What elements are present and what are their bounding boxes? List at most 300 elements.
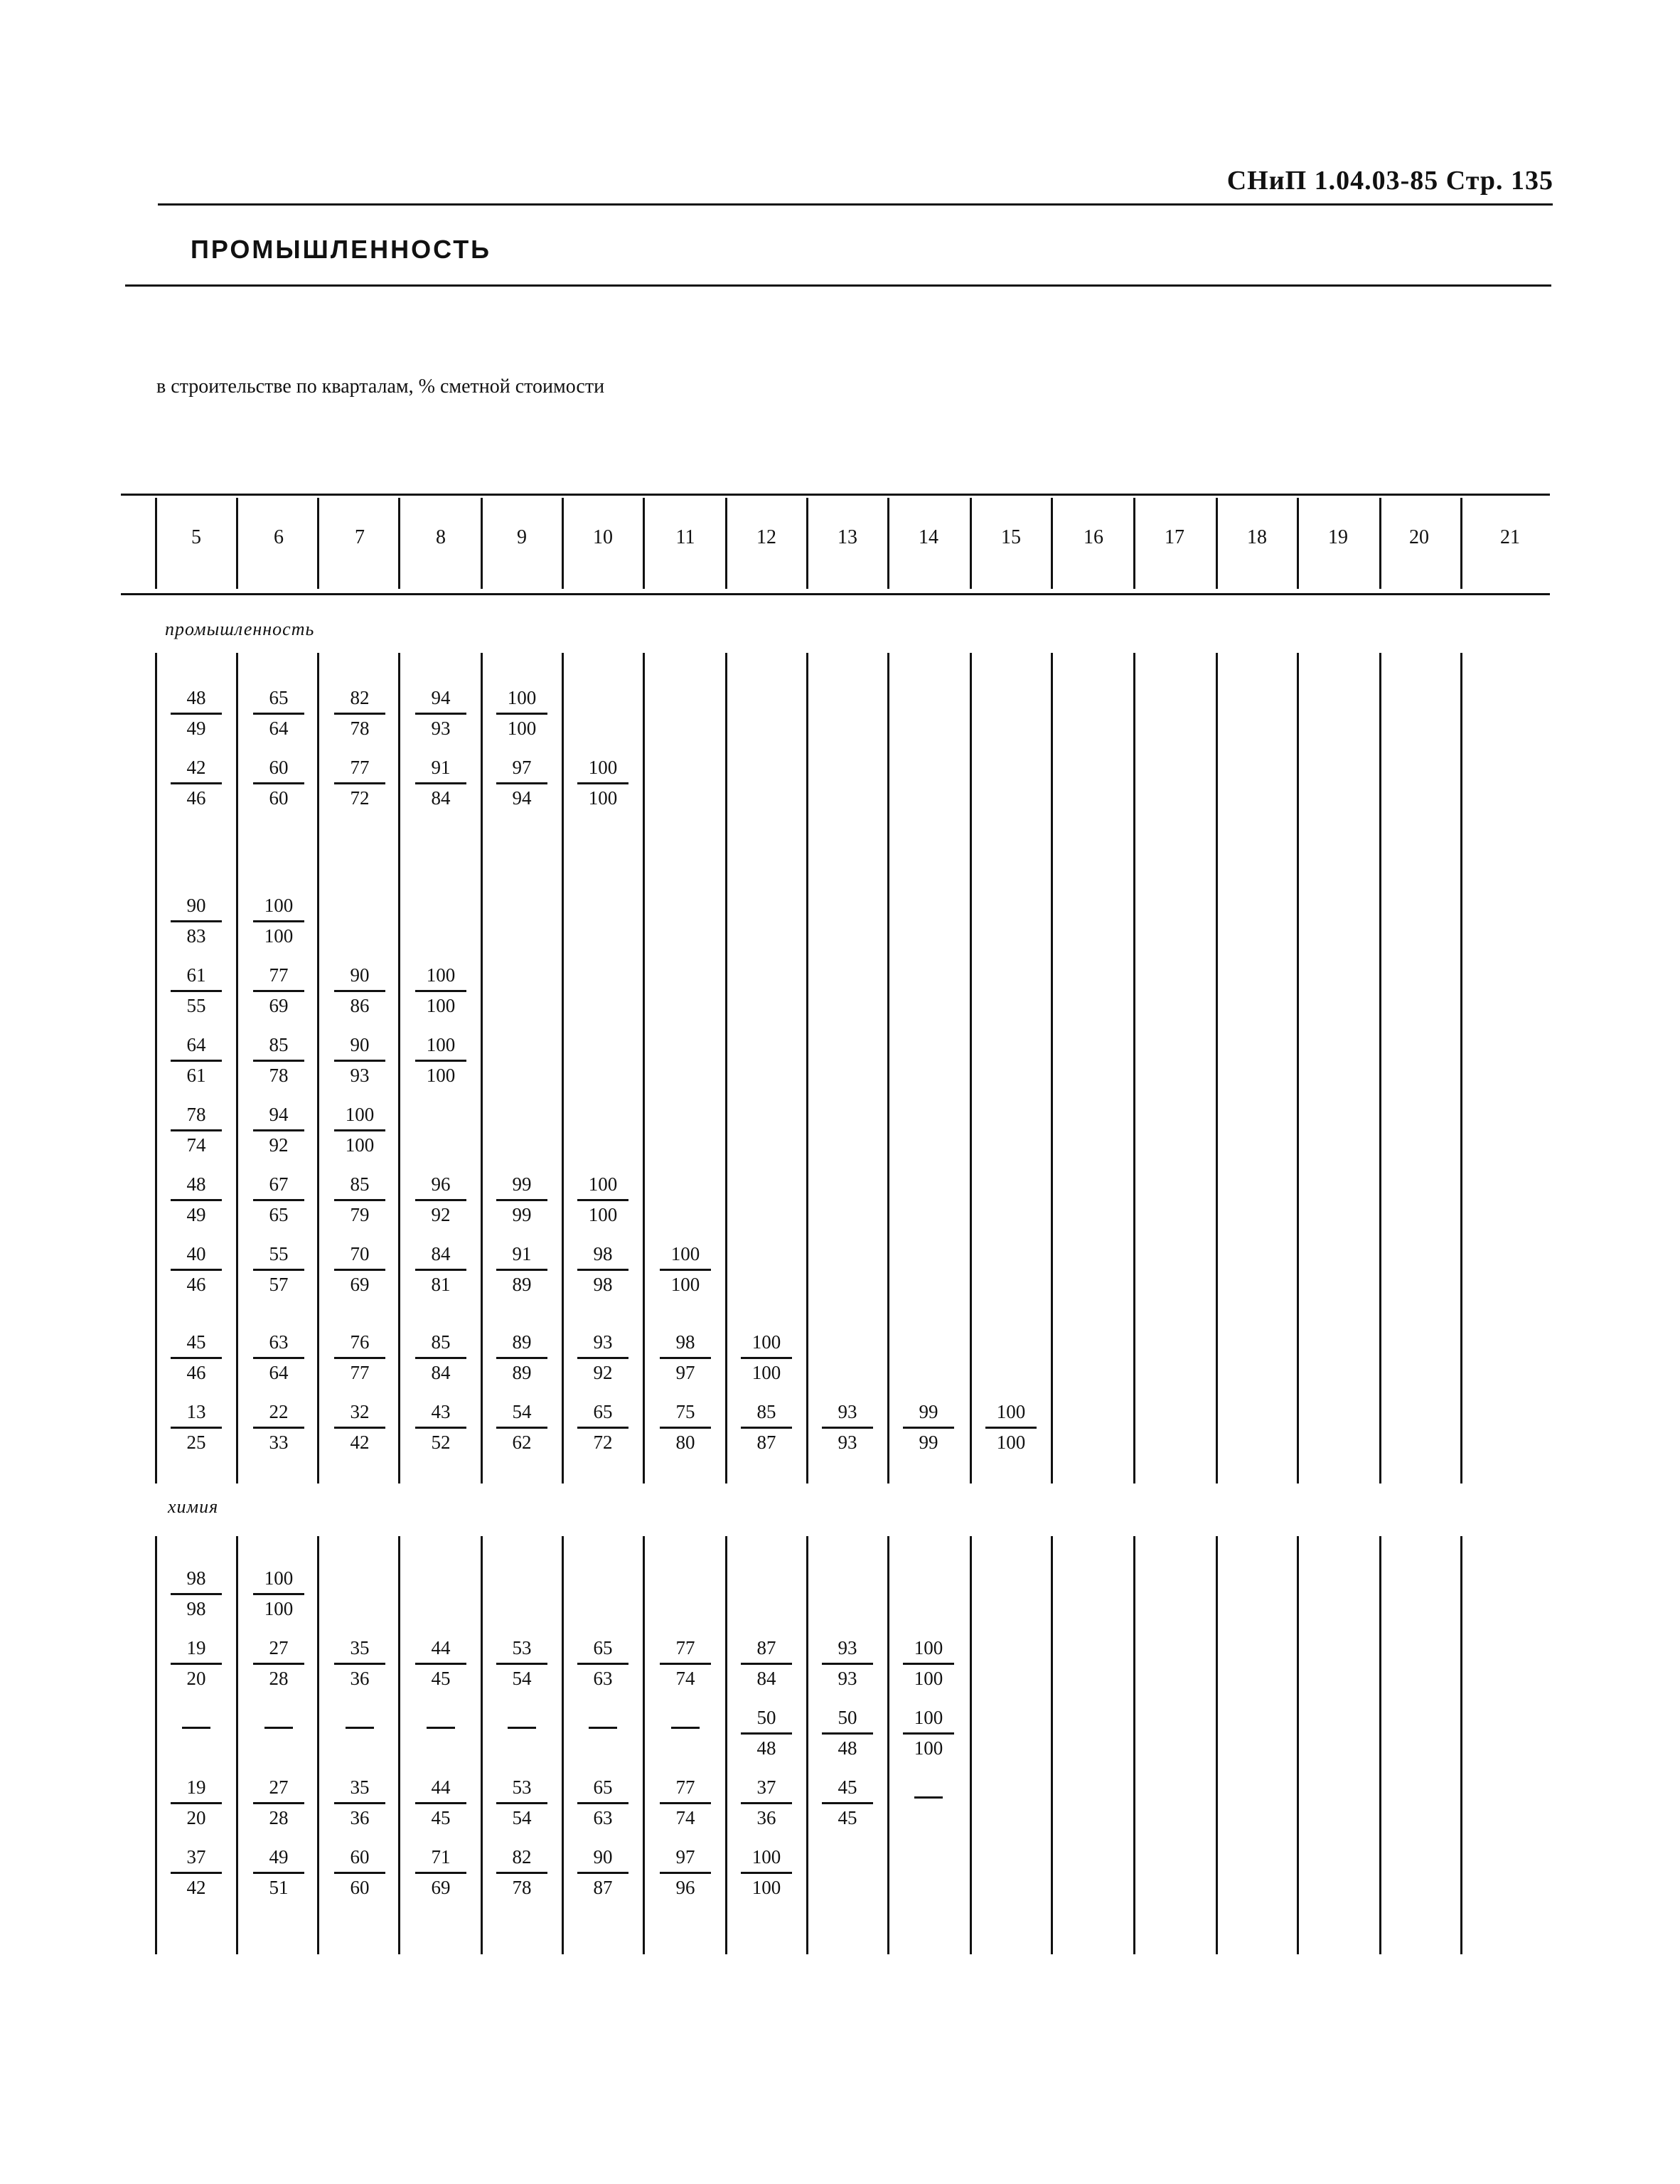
fraction-bar — [171, 1357, 222, 1359]
table-cell-fraction — [245, 1175, 313, 1225]
body-column-divider — [155, 1536, 157, 1954]
fraction-denominator: 46 — [186, 1274, 206, 1295]
body-column-divider — [1379, 653, 1381, 1483]
fraction-denominator: 55 — [186, 995, 206, 1016]
fraction-numerator: 44 — [431, 1777, 451, 1798]
fraction-numerator: 27 — [269, 1637, 289, 1658]
fraction-bar — [577, 782, 628, 784]
table-cell-fraction — [245, 896, 313, 946]
fraction-denominator: 65 — [269, 1204, 289, 1225]
body-column-divider — [236, 1536, 238, 1954]
fraction-bar — [496, 1663, 547, 1665]
fraction-denominator: 80 — [675, 1432, 695, 1453]
fraction-bar — [171, 1872, 222, 1874]
column-header: 11 — [675, 526, 695, 548]
fraction-denominator: 81 — [431, 1274, 451, 1295]
header-column-divider — [317, 498, 319, 589]
body-column-divider — [1133, 1536, 1135, 1954]
fraction-numerator: 35 — [350, 1637, 370, 1658]
fraction-denominator: 74 — [675, 1807, 695, 1828]
fraction-numerator: 85 — [431, 1331, 451, 1353]
page-header-ref: СНиП 1.04.03-85 Стр. 135 — [1226, 166, 1553, 196]
table-cell-fraction — [162, 1333, 230, 1383]
fraction-numerator: 90 — [350, 1034, 370, 1055]
fraction-denominator: 87 — [756, 1432, 776, 1453]
fraction-numerator: 19 — [186, 1637, 206, 1658]
fraction-numerator: 45 — [186, 1331, 206, 1353]
fraction-numerator: 22 — [269, 1401, 289, 1422]
table-cell-fraction — [569, 758, 637, 808]
title-rule — [125, 284, 1551, 287]
fraction-bar — [415, 1427, 466, 1429]
table-cell-fraction — [407, 688, 475, 738]
table-cell-fraction — [813, 1639, 882, 1688]
body-column-divider — [970, 653, 972, 1483]
fraction-denominator: 74 — [186, 1134, 206, 1156]
fraction-bar — [253, 920, 304, 922]
fraction-bar — [334, 1663, 385, 1665]
body-column-divider — [562, 1536, 564, 1954]
body-column-divider — [481, 653, 483, 1483]
table-cell-fraction — [326, 1778, 394, 1828]
fraction-bar — [171, 1060, 222, 1062]
fraction-denominator: 100 — [914, 1668, 943, 1689]
fraction-bar — [415, 782, 466, 784]
table-cell-fraction — [488, 1848, 556, 1897]
fraction-numerator: 87 — [756, 1637, 776, 1658]
table-cell-fraction — [326, 1848, 394, 1897]
body-column-divider — [1460, 1536, 1462, 1954]
fraction-bar — [171, 990, 222, 992]
fraction-denominator: 92 — [431, 1204, 451, 1225]
column-header: 7 — [355, 526, 365, 548]
table-cell-dash — [589, 1727, 617, 1729]
fraction-denominator: 46 — [186, 1362, 206, 1383]
column-header: 16 — [1084, 526, 1103, 548]
fraction-bar — [985, 1427, 1037, 1429]
fraction-denominator: 57 — [269, 1274, 289, 1295]
fraction-bar — [822, 1663, 873, 1665]
fraction-bar — [253, 1872, 304, 1874]
fraction-bar — [253, 713, 304, 715]
fraction-numerator: 77 — [269, 964, 289, 986]
body-column-divider — [1051, 653, 1053, 1483]
fraction-bar — [496, 1199, 547, 1201]
fraction-denominator: 49 — [186, 718, 206, 739]
fraction-denominator: 25 — [186, 1432, 206, 1453]
fraction-numerator: 54 — [512, 1401, 532, 1422]
table-cell-fraction — [245, 1569, 313, 1619]
fraction-bar — [253, 1129, 304, 1131]
fraction-numerator: 89 — [512, 1331, 532, 1353]
fraction-numerator: 50 — [756, 1707, 776, 1728]
header-column-divider — [1216, 498, 1218, 589]
fraction-bar — [496, 1872, 547, 1874]
fraction-numerator: 100 — [751, 1331, 781, 1353]
fraction-bar — [496, 713, 547, 715]
fraction-numerator: 65 — [593, 1637, 613, 1658]
table-cell-fraction — [732, 1333, 801, 1383]
table-cell-fraction — [732, 1402, 801, 1452]
table-cell-fraction — [488, 1245, 556, 1294]
table-cell-fraction — [326, 758, 394, 808]
column-header: 8 — [436, 526, 446, 548]
fraction-bar — [415, 1872, 466, 1874]
fraction-bar — [334, 1427, 385, 1429]
fraction-denominator: 100 — [914, 1737, 943, 1759]
fraction-denominator: 64 — [269, 1362, 289, 1383]
table-cell-fraction — [651, 1778, 719, 1828]
fraction-bar — [171, 1427, 222, 1429]
fraction-denominator: 36 — [350, 1807, 370, 1828]
fraction-bar — [415, 1269, 466, 1271]
fraction-numerator: 100 — [588, 757, 618, 778]
body-column-divider — [887, 653, 889, 1483]
table-cell-dash — [346, 1727, 374, 1729]
fraction-bar — [334, 782, 385, 784]
body-column-divider — [643, 653, 645, 1483]
fraction-bar — [171, 1199, 222, 1201]
column-header: 12 — [756, 526, 776, 548]
fraction-denominator: 77 — [350, 1362, 370, 1383]
column-header: 10 — [593, 526, 613, 548]
fraction-numerator: 93 — [593, 1331, 613, 1353]
fraction-denominator: 100 — [588, 787, 618, 809]
table-cell-fraction — [651, 1402, 719, 1452]
table-cell-fraction — [245, 688, 313, 738]
table-cell-fraction — [162, 1175, 230, 1225]
table-cell-fraction — [162, 1778, 230, 1828]
table-cell-fraction — [326, 966, 394, 1016]
fraction-denominator: 72 — [350, 787, 370, 809]
fraction-numerator: 91 — [512, 1243, 532, 1264]
table-cell-fraction — [569, 1175, 637, 1225]
fraction-numerator: 70 — [350, 1243, 370, 1264]
fraction-denominator: 99 — [512, 1204, 532, 1225]
fraction-denominator: 48 — [756, 1737, 776, 1759]
header-column-divider — [643, 498, 645, 589]
table-cell-fraction — [326, 1035, 394, 1085]
fraction-bar — [660, 1663, 711, 1665]
fraction-bar — [334, 1199, 385, 1201]
fraction-bar — [253, 1357, 304, 1359]
fraction-numerator: 60 — [350, 1846, 370, 1868]
fraction-denominator: 36 — [350, 1668, 370, 1689]
fraction-bar — [253, 1060, 304, 1062]
fraction-bar — [822, 1427, 873, 1429]
fraction-numerator: 98 — [186, 1567, 206, 1589]
column-header: 21 — [1500, 526, 1520, 548]
body-column-divider — [1460, 653, 1462, 1483]
fraction-numerator: 67 — [269, 1173, 289, 1195]
body-column-divider — [1297, 1536, 1299, 1954]
table-cell-fraction — [407, 1175, 475, 1225]
fraction-numerator: 82 — [350, 687, 370, 708]
fraction-bar — [334, 1269, 385, 1271]
fraction-numerator: 49 — [269, 1846, 289, 1868]
fraction-denominator: 87 — [593, 1877, 613, 1898]
fraction-bar — [415, 1357, 466, 1359]
fraction-bar — [577, 1357, 628, 1359]
fraction-numerator: 78 — [186, 1104, 206, 1125]
table-cell-fraction — [326, 1402, 394, 1452]
fraction-denominator: 79 — [350, 1204, 370, 1225]
body-column-divider — [1216, 653, 1218, 1483]
fraction-denominator: 64 — [269, 718, 289, 739]
table-cell-fraction — [732, 1639, 801, 1688]
body-column-divider — [236, 653, 238, 1483]
fraction-numerator: 85 — [756, 1401, 776, 1422]
fraction-bar — [577, 1199, 628, 1201]
body-column-divider — [643, 1536, 645, 1954]
header-column-divider — [398, 498, 400, 589]
fraction-numerator: 43 — [431, 1401, 451, 1422]
fraction-numerator: 90 — [186, 895, 206, 916]
fraction-numerator: 75 — [675, 1401, 695, 1422]
fraction-bar — [253, 1199, 304, 1201]
fraction-numerator: 77 — [675, 1637, 695, 1658]
header-column-divider — [236, 498, 238, 589]
fraction-denominator: 45 — [431, 1807, 451, 1828]
fraction-numerator: 99 — [512, 1173, 532, 1195]
table-cell-fraction — [162, 1848, 230, 1897]
table-cell-fraction — [162, 1105, 230, 1155]
fraction-bar — [171, 713, 222, 715]
table-cell-dash — [914, 1796, 943, 1799]
fraction-numerator: 97 — [512, 757, 532, 778]
fraction-denominator: 100 — [426, 1065, 456, 1086]
column-header: 9 — [517, 526, 527, 548]
fraction-bar — [577, 1802, 628, 1804]
header-column-divider — [1051, 498, 1053, 589]
fraction-denominator: 100 — [507, 718, 537, 739]
fraction-bar — [415, 1802, 466, 1804]
table-cell-fraction — [732, 1848, 801, 1897]
fraction-denominator: 63 — [593, 1668, 613, 1689]
fraction-numerator: 94 — [269, 1104, 289, 1125]
table-cell-fraction — [651, 1639, 719, 1688]
body-column-divider — [398, 1536, 400, 1954]
fraction-bar — [741, 1872, 792, 1874]
fraction-bar — [171, 1802, 222, 1804]
table-cell-fraction — [407, 758, 475, 808]
fraction-numerator: 100 — [588, 1173, 618, 1195]
fraction-denominator: 28 — [269, 1807, 289, 1828]
fraction-denominator: 100 — [670, 1274, 700, 1295]
body-column-divider — [481, 1536, 483, 1954]
table-cell-fraction — [407, 1333, 475, 1383]
fraction-numerator: 37 — [756, 1777, 776, 1798]
body-column-divider — [1379, 1536, 1381, 1954]
table-cell-fraction — [407, 1402, 475, 1452]
fraction-denominator: 28 — [269, 1668, 289, 1689]
header-column-divider — [1379, 498, 1381, 589]
body-column-divider — [806, 1536, 808, 1954]
table-cell-fraction — [732, 1708, 801, 1758]
table-cell-fraction — [162, 688, 230, 738]
fraction-numerator: 93 — [838, 1401, 857, 1422]
table-cell-fraction — [569, 1778, 637, 1828]
column-header: 19 — [1328, 526, 1348, 548]
fraction-denominator: 92 — [269, 1134, 289, 1156]
table-cell-fraction — [569, 1333, 637, 1383]
fraction-numerator: 99 — [919, 1401, 938, 1422]
table-cell-fraction — [162, 1639, 230, 1688]
header-column-divider — [1460, 498, 1462, 589]
table-cell-fraction — [245, 1035, 313, 1085]
fraction-denominator: 60 — [269, 787, 289, 809]
fraction-denominator: 69 — [350, 1274, 370, 1295]
fraction-denominator: 74 — [675, 1668, 695, 1689]
fraction-bar — [496, 782, 547, 784]
table-cell-fraction — [894, 1708, 963, 1758]
fraction-numerator: 100 — [914, 1707, 943, 1728]
fraction-numerator: 100 — [426, 964, 456, 986]
fraction-denominator: 100 — [264, 925, 294, 947]
fraction-numerator: 100 — [670, 1243, 700, 1264]
fraction-denominator: 83 — [186, 925, 206, 947]
body-column-divider — [725, 1536, 727, 1954]
fraction-bar — [253, 1802, 304, 1804]
fraction-bar — [253, 1269, 304, 1271]
fraction-bar — [334, 1129, 385, 1131]
fraction-denominator: 84 — [431, 787, 451, 809]
body-column-divider — [887, 1536, 889, 1954]
fraction-denominator: 20 — [186, 1807, 206, 1828]
table-cell-fraction — [326, 1105, 394, 1155]
table-cell-fraction — [894, 1402, 963, 1452]
fraction-numerator: 19 — [186, 1777, 206, 1798]
header-column-divider — [155, 498, 157, 589]
fraction-bar — [253, 782, 304, 784]
fraction-bar — [415, 713, 466, 715]
fraction-denominator: 93 — [431, 718, 451, 739]
fraction-denominator: 54 — [512, 1668, 532, 1689]
body-column-divider — [155, 653, 157, 1483]
fraction-bar — [496, 1357, 547, 1359]
fraction-bar — [171, 1593, 222, 1595]
header-column-divider — [1133, 498, 1135, 589]
fraction-denominator: 51 — [269, 1877, 289, 1898]
table-cell-fraction — [732, 1778, 801, 1828]
table-cell-fraction — [326, 1175, 394, 1225]
fraction-bar — [334, 1060, 385, 1062]
fraction-numerator: 65 — [593, 1777, 613, 1798]
fraction-bar — [496, 1269, 547, 1271]
table-cell-fraction — [813, 1778, 882, 1828]
table-cell-fraction — [407, 1035, 475, 1085]
fraction-bar — [415, 1060, 466, 1062]
table-cell-fraction — [894, 1639, 963, 1688]
fraction-numerator: 100 — [507, 687, 537, 708]
fraction-numerator: 94 — [431, 687, 451, 708]
fraction-denominator: 98 — [593, 1274, 613, 1295]
fraction-denominator: 45 — [431, 1668, 451, 1689]
table-cell-fraction — [245, 1639, 313, 1688]
fraction-denominator: 62 — [512, 1432, 532, 1453]
fraction-numerator: 35 — [350, 1777, 370, 1798]
fraction-denominator: 100 — [588, 1204, 618, 1225]
table-cell-fraction — [813, 1708, 882, 1758]
fraction-denominator: 45 — [838, 1807, 857, 1828]
fraction-bar — [577, 1663, 628, 1665]
table-cell-fraction — [488, 1778, 556, 1828]
table-cell-fraction — [488, 1639, 556, 1688]
fraction-denominator: 98 — [186, 1598, 206, 1619]
fraction-numerator: 85 — [350, 1173, 370, 1195]
fraction-numerator: 77 — [350, 757, 370, 778]
fraction-bar — [903, 1427, 954, 1429]
fraction-bar — [253, 1663, 304, 1665]
fraction-denominator: 46 — [186, 787, 206, 809]
table-cell-fraction — [162, 1035, 230, 1085]
fraction-numerator: 60 — [269, 757, 289, 778]
fraction-bar — [171, 782, 222, 784]
fraction-numerator: 40 — [186, 1243, 206, 1264]
section-label: промышленность — [165, 619, 315, 639]
fraction-bar — [822, 1802, 873, 1804]
fraction-bar — [334, 713, 385, 715]
fraction-bar — [660, 1357, 711, 1359]
fraction-denominator: 93 — [838, 1668, 857, 1689]
fraction-denominator: 100 — [426, 995, 456, 1016]
table-cell-fraction — [651, 1245, 719, 1294]
fraction-denominator: 60 — [350, 1877, 370, 1898]
fraction-bar — [660, 1872, 711, 1874]
body-column-divider — [398, 653, 400, 1483]
fraction-denominator: 92 — [593, 1362, 613, 1383]
fraction-denominator: 100 — [264, 1598, 294, 1619]
body-column-divider — [317, 653, 319, 1483]
fraction-denominator: 84 — [431, 1362, 451, 1383]
fraction-numerator: 45 — [838, 1777, 857, 1798]
table-cell-dash — [508, 1727, 536, 1729]
column-header: 20 — [1409, 526, 1429, 548]
page-title: ПРОМЫШЛЕННОСТЬ — [191, 235, 492, 264]
table-cell-fraction — [813, 1402, 882, 1452]
table-cell-fraction — [326, 1333, 394, 1383]
fraction-numerator: 76 — [350, 1331, 370, 1353]
table-cell-fraction — [977, 1402, 1045, 1452]
fraction-denominator: 86 — [350, 995, 370, 1016]
fraction-bar — [903, 1732, 954, 1735]
table-cell-fraction — [326, 1245, 394, 1294]
fraction-numerator: 100 — [996, 1401, 1026, 1422]
fraction-denominator: 94 — [512, 787, 532, 809]
fraction-numerator: 100 — [264, 1567, 294, 1589]
header-column-divider — [725, 498, 727, 589]
fraction-denominator: 61 — [186, 1065, 206, 1086]
body-column-divider — [970, 1536, 972, 1954]
fraction-numerator: 100 — [426, 1034, 456, 1055]
header-rule — [158, 203, 1553, 206]
fraction-bar — [415, 1663, 466, 1665]
column-header: 18 — [1247, 526, 1267, 548]
table-cell-fraction — [162, 896, 230, 946]
fraction-bar — [660, 1427, 711, 1429]
table-cell-fraction — [407, 966, 475, 1016]
fraction-numerator: 98 — [593, 1243, 613, 1264]
fraction-denominator: 69 — [269, 995, 289, 1016]
table-cell-fraction — [407, 1848, 475, 1897]
body-column-divider — [725, 653, 727, 1483]
table-cell-fraction — [488, 1402, 556, 1452]
fraction-numerator: 90 — [350, 964, 370, 986]
fraction-bar — [577, 1872, 628, 1874]
fraction-numerator: 48 — [186, 687, 206, 708]
fraction-bar — [660, 1802, 711, 1804]
table-cell-fraction — [488, 1175, 556, 1225]
